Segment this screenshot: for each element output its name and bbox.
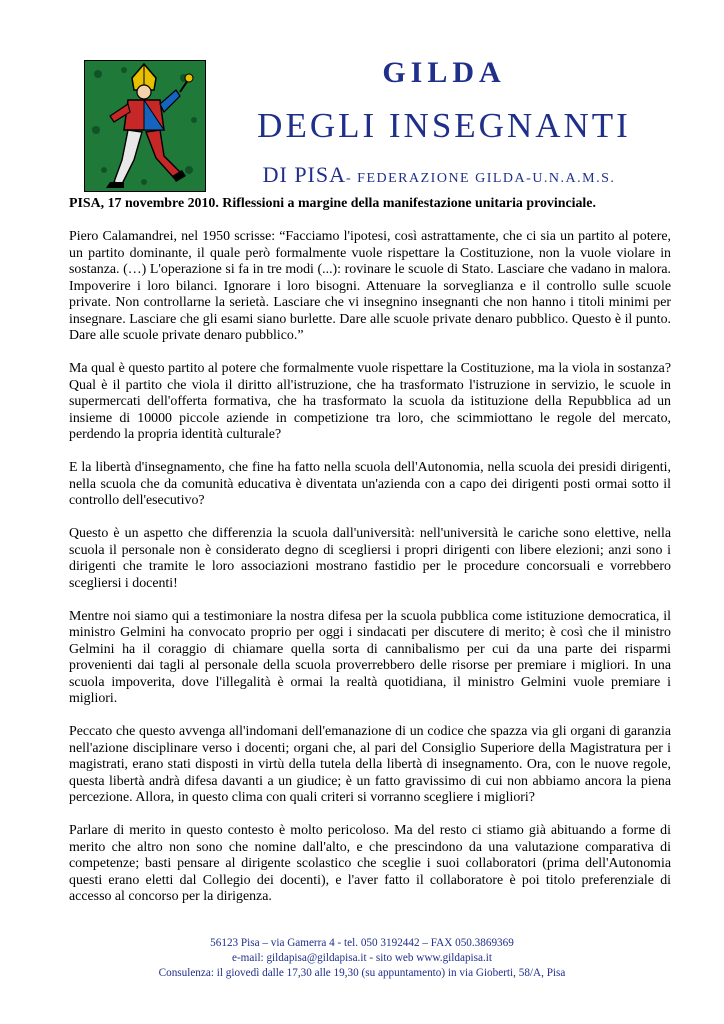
jester-icon	[84, 60, 206, 192]
header-title-degli-insegnanti: DEGLI INSEGNANTI	[257, 106, 631, 145]
header-title-pisa-main: DI PISA	[262, 162, 347, 187]
gilda-logo	[84, 60, 206, 192]
paragraph-2: Ma qual è questo partito al potere che formalmente vuole rispettare la Costituzione, ma la viola in sostanza? Qual è il partito che viola il diritto all'istruzione, che ha trasformato l'istruzione in servizio, le scuole in supermercati dell'offerta formativa, che ha trasformato la scuola da istituzione della Repubblica ad un insieme di 10000 piccole aziende in competizione tra loro, che scimmiottano le regole del mercato, perdendo la propria identità culturale?	[69, 361, 671, 442]
paragraph-4: Questo è un aspetto che differenzia la scuola dall'università: nell'università le cariche sono elettive, nella scuola il personale non è considerato degno di scegliersi i propri dirigenti con libere elezioni; anzi sono i dirigenti che tramite le loro associazioni mostrano fastidio per le procedure concorsuali e vorrebbero scegliersi i docenti!	[69, 526, 671, 591]
header-title-federation: - FEDERAZIONE GILDA-U.N.A.M.S.	[346, 171, 616, 186]
paragraph-5: Mentre noi siamo qui a testimoniare la nostra difesa per la scuola pubblica come istituzione democratica, il ministro Gelmini ha convocato proprio per oggi i sindacati per discutere di merito; è così che il ministro Gelmini ha il coraggio di chiamare quella sorta di cannibalismo per cui da una parte dei risparmi provenienti dai tagli al personale della scuola proverrebbero delle risorse per premiare i migliori. In una scuola impoverita, dove l'illegalità è ormai la realtà quotidiana, il ministro Gelmini vuole premiare i migliori.	[69, 608, 671, 706]
paragraph-6: Peccato che questo avvenga all'indomani dell'emanazione di un codice che spazza via gli organi di garanzia nell'azione disciplinare verso i docenti; organi che, al pari del Consiglio Superiore della Magistratura per i magistrati, erano stati disposti in virtù della tutela della libertà di insegnamento. Ora, con le nuove regole, questa libertà andrà difesa davanti a un giudice; è un fatto gravissimo di cui non abbiamo ancora la piena percezione. Allora, in questo clima con quali criteri si vorranno scegliere i migliori?	[69, 724, 671, 805]
footer-contacts: e-mail: gildapisa@gildapisa.it - sito web www.gildapisa.it	[231, 952, 492, 964]
paragraph-1: Piero Calamandrei, nel 1950 scrisse: “Facciamo l'ipotesi, così astrattamente, che ci sia un partito al potere, un partito dominante, il quale però formalmente vuole rispettare la Costituzione, non la vuole violare in sostanza. (…) L'operazione si fa in tre modi (...): rovinare le scuole di Stato. Lasciare che vadano in malora. Impoverire i loro bilanci. Ignorare i loro bisogni. Attenuare la sorveglianza e il controllo sulle scuole private. Non controllarne la serietà. Lasciare che vi insegnino insegnanti che non hanno i titoli minimi per insegnare. Lasciare che gli esami siano burlette. Dare alle scuole private denaro pubblico. Questo è il punto. Dare alle scuole private denaro pubblico.”	[69, 229, 671, 343]
footer-address: 56123 Pisa – via Gamerra 4 - tel. 050 3192442 – FAX 050.3869369	[210, 937, 514, 949]
paragraph-7: Parlare di merito in questo contesto è molto pericoloso. Ma del resto ci stiamo già abituando a forme di merito che altro non sono che nomine dall'alto, e che prescindono da una valutazione comparativa di competenze; basti pensare al dirigente scolastico che sceglie i suoi collaboratori (prima dell'Autonomia questi erano eletti dal Collegio dei docenti), e l'aver fatto il collaboratore è poi titolo preferenziale di accesso al concorso per la dirigenza.	[69, 823, 671, 904]
letter-body	[69, 196, 671, 922]
footer	[60, 936, 664, 981]
header-title-di-pisa	[244, 162, 634, 188]
paragraph-3: E la libertà d'insegnamento, che fine ha fatto nella scuola dell'Autonomia, nella scuola dei presidi dirigenti, nella scuola che da comunità educativa è diventata un'azienda con a capo dei dirigenti posti ormai sotto il controllo dell'esecutivo?	[69, 460, 671, 508]
footer-consulting-hours: Consulenza: il giovedì dalle 17,30 alle 19,30 (su appuntamento) in via Gioberti, 58/A, Pisa	[158, 967, 566, 979]
letter-heading: PISA, 17 novembre 2010. Riflessioni a margine della manifestazione unitaria provinciale.	[69, 196, 596, 211]
header-title-gilda: GILDA	[382, 56, 506, 89]
